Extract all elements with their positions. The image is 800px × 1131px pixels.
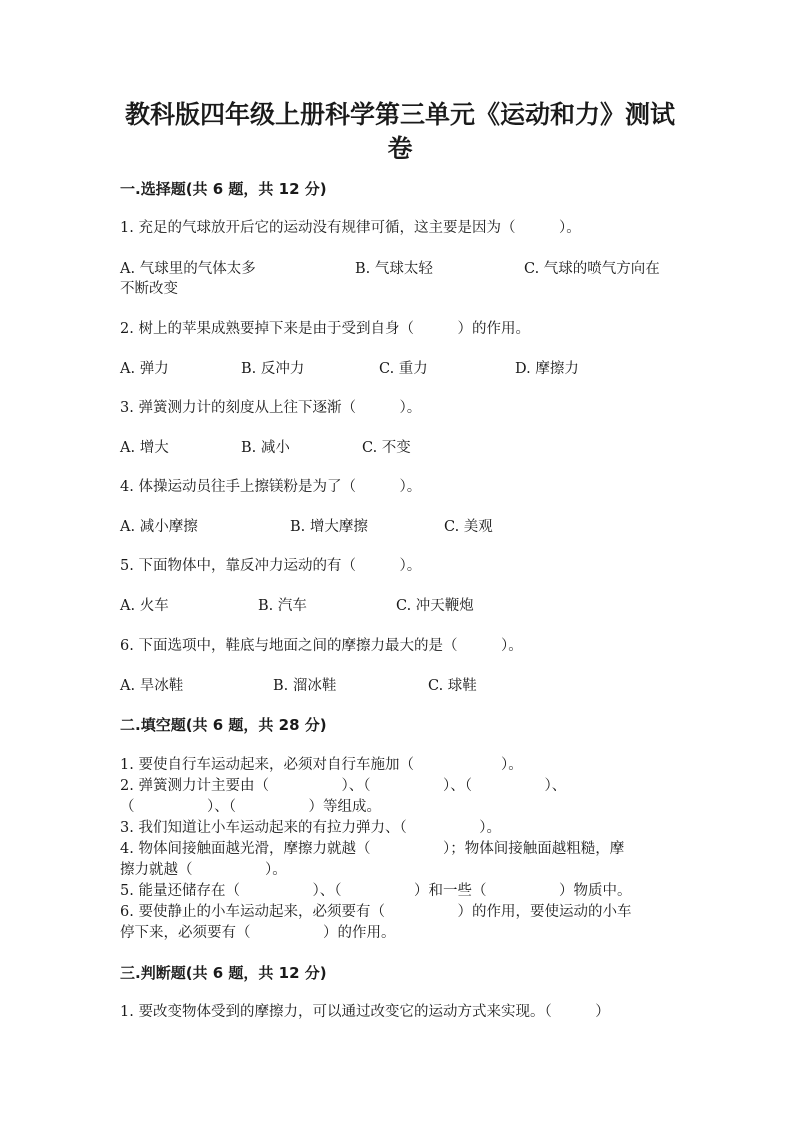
question-stem: 4. 体操运动员往手上擦镁粉是为了（ ）。 xyxy=(120,479,422,495)
section-heading-choice: 一.选择题(共 6 题，共 12 分) xyxy=(120,180,327,198)
option-b: B. 增大摩擦 xyxy=(290,519,368,535)
judge-line: 1. 要改变物体受到的摩擦力，可以通过改变它的运动方式来实现。（ ） xyxy=(120,1004,610,1020)
fill-line: 5. 能量还储存在（ ）、（ ）和一些（ ）物质中。 xyxy=(120,883,632,899)
option-c: C. 冲天鞭炮 xyxy=(396,598,474,614)
fill-line: 3. 我们知道让小车运动起来的有拉力弹力、（ ）。 xyxy=(120,820,501,836)
option-a: A. 增大 xyxy=(120,440,169,456)
option-c-wrap: 不断改变 xyxy=(120,281,178,297)
exam-title-line1: 教科版四年级上册科学第三单元《运动和力》测试 xyxy=(124,100,675,129)
question-stem: 1. 充足的气球放开后它的运动没有规律可循，这主要是因为（ ）。 xyxy=(120,220,581,236)
section-heading-judge: 三.判断题(共 6 题，共 12 分) xyxy=(120,964,327,982)
question-stem: 2. 树上的苹果成熟要掉下来是由于受到自身（ ）的作用。 xyxy=(120,321,530,337)
fill-line: （ ）、（ ）等组成。 xyxy=(120,799,381,815)
fill-line: 1. 要使自行车运动起来，必须对自行车施加（ ）。 xyxy=(120,757,523,773)
option-c: C. 重力 xyxy=(379,361,428,377)
option-b: B. 反冲力 xyxy=(241,361,305,377)
option-c: C. 不变 xyxy=(362,440,411,456)
fill-line: 2. 弹簧测力计主要由（ ）、（ ）、（ ）、 xyxy=(120,778,567,794)
question-stem: 3. 弹簧测力计的刻度从上往下逐渐（ ）。 xyxy=(120,400,422,416)
fill-line: 4. 物体间接触面越光滑，摩擦力就越（ ）；物体间接触面越粗糙，摩 xyxy=(120,841,625,857)
option-a: A. 火车 xyxy=(120,598,169,614)
option-b: B. 气球太轻 xyxy=(355,261,433,277)
fill-line: 6. 要使静止的小车运动起来，必须要有（ ）的作用，要使运动的小车 xyxy=(120,904,632,920)
option-a: A. 旱冰鞋 xyxy=(120,678,184,694)
section-heading-fill: 二.填空题(共 6 题，共 28 分) xyxy=(120,716,327,734)
option-b: B. 汽车 xyxy=(258,598,307,614)
option-c: C. 球鞋 xyxy=(428,678,477,694)
option-d: D. 摩擦力 xyxy=(515,361,579,377)
fill-line: 停下来，必须要有（ ）的作用。 xyxy=(120,925,396,941)
question-stem: 6. 下面选项中，鞋底与地面之间的摩擦力最大的是（ ）。 xyxy=(120,638,523,654)
option-a: A. 气球里的气体太多 xyxy=(120,261,256,277)
option-c: C. 美观 xyxy=(444,519,493,535)
option-a: A. 弹力 xyxy=(120,361,169,377)
fill-line: 擦力就越（ ）。 xyxy=(120,862,287,878)
option-c: C. 气球的喷气方向在 xyxy=(524,261,660,277)
question-stem: 5. 下面物体中，靠反冲力运动的有（ ）。 xyxy=(120,558,422,574)
exam-title-line2: 卷 xyxy=(387,134,413,163)
option-a: A. 减小摩擦 xyxy=(120,519,198,535)
option-b: B. 溜冰鞋 xyxy=(273,678,337,694)
option-b: B. 减小 xyxy=(241,440,290,456)
